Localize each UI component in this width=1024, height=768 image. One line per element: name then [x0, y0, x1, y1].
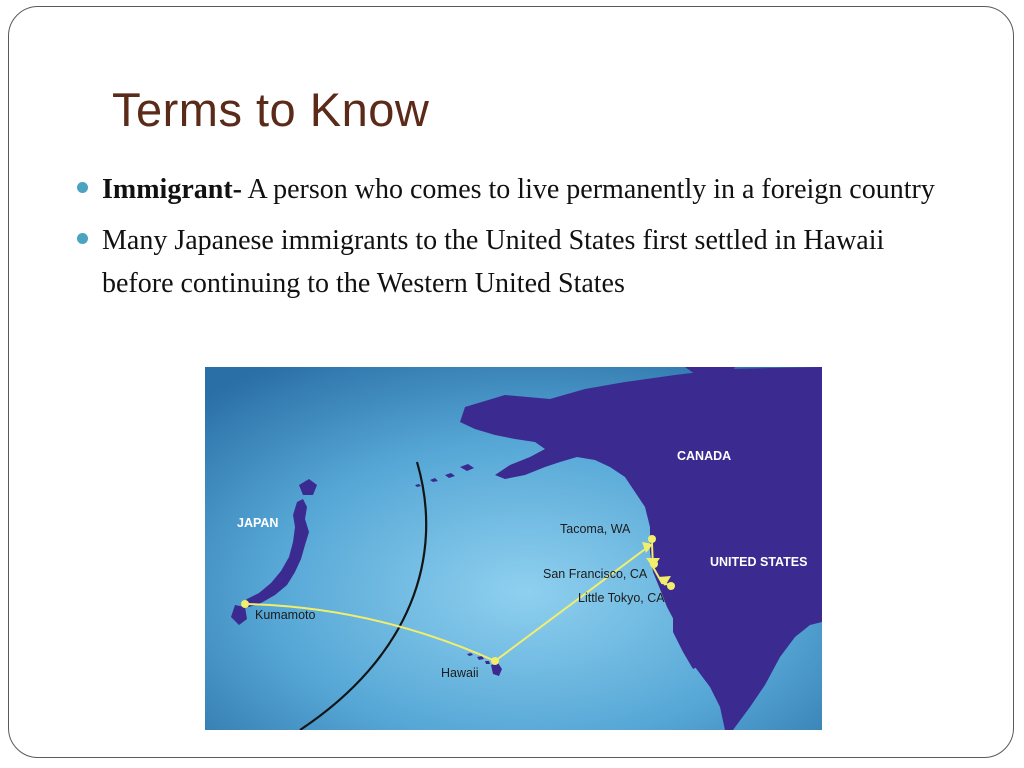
label-tacoma: Tacoma, WA [560, 522, 631, 536]
label-hawaii: Hawaii [441, 666, 479, 680]
bullet-dot [77, 182, 88, 193]
bullet-dot [77, 233, 88, 244]
label-san-francisco: San Francisco, CA [543, 567, 648, 581]
label-little-tokyo: Little Tokyo, CA [578, 591, 665, 605]
bullet-list [74, 168, 954, 313]
bullet-text: Many Japanese immigrants to the United States first settled in Hawaii before continuing to the Western United States [102, 225, 885, 299]
kumamoto-dot [241, 600, 249, 608]
san-francisco-dot [650, 560, 658, 568]
term-label: Immigrant- [102, 174, 242, 205]
label-japan: JAPAN [237, 516, 279, 530]
map-graphic [205, 367, 822, 730]
tacoma-dot [648, 535, 656, 543]
hawaii-dot [491, 657, 499, 665]
migration-map [205, 367, 822, 730]
label-united-states: UNITED STATES [710, 555, 808, 569]
term-definition: A person who comes to live permanently in a foreign country [241, 174, 935, 205]
slide-title: Terms to Know [112, 83, 430, 136]
label-kumamoto: Kumamoto [255, 608, 316, 622]
little-tokyo-dot [667, 582, 675, 590]
label-canada: CANADA [677, 449, 732, 463]
bullet-item-immigrant [74, 168, 954, 211]
bullet-item-japanese-immigrants [74, 219, 954, 305]
